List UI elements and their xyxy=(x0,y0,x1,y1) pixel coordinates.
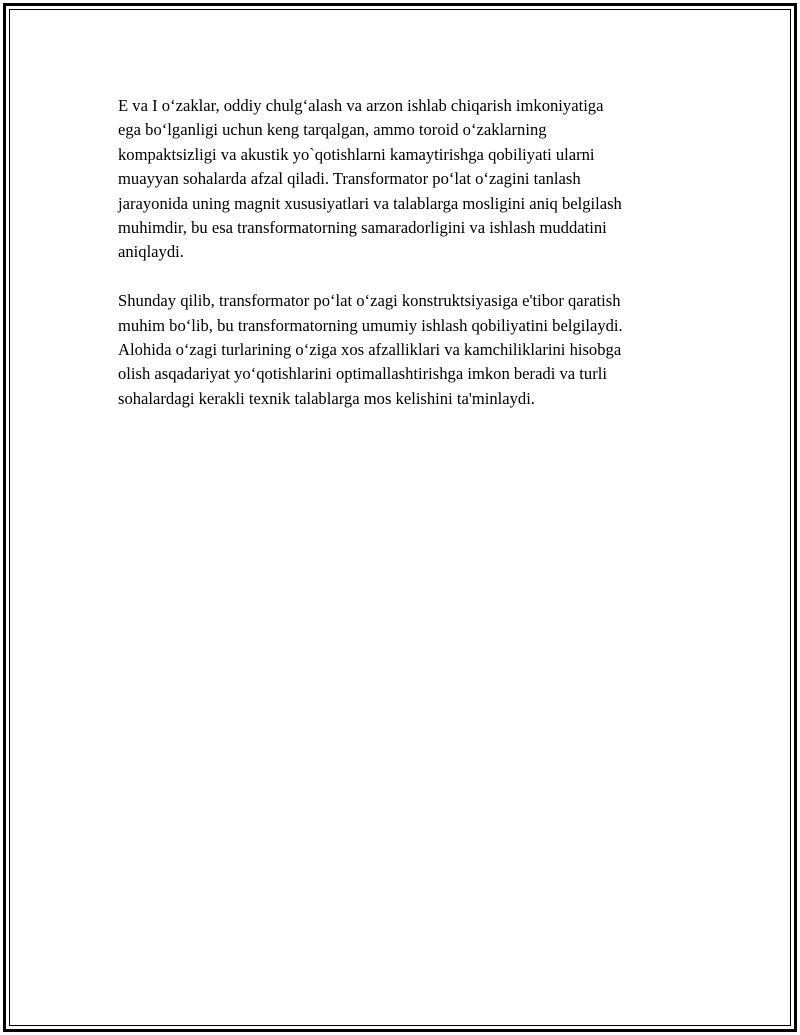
paragraph-line: jarayonida uning magnit xususiyatlari va talablarga mosligini aniq belgilash xyxy=(118,193,622,213)
paragraph-2 xyxy=(118,289,688,411)
paragraph-line: Shunday qilib, transformator po‘lat o‘zagi konstruktsiyasiga e'tibor qaratish xyxy=(118,291,621,311)
paragraph-line: muhimdir, bu esa transformatorning samaradorligini va ishlash muddatini xyxy=(118,218,607,238)
paragraph-line: Alohida o‘zagi turlarining o‘ziga xos afzalliklari va kamchiliklarini hisobga xyxy=(118,340,622,360)
paragraph-line: muayyan sohalarda afzal qiladi. Transformator po‘lat o‘zagini tanlash xyxy=(118,169,581,189)
paragraph-line: muhim bo‘lib, bu transformatorning umumiy ishlash qobiliyatini belgilaydi. xyxy=(118,315,623,335)
paragraph-line: E va I o‘zaklar, oddiy chulg‘alash va arzon ishlab chiqarish imkoniyatiga xyxy=(118,96,604,115)
paragraph-line: ega bo‘lganligi uchun keng tarqalgan, ammo toroid o‘zaklarning xyxy=(118,120,547,140)
paragraph-1 xyxy=(118,94,688,265)
paragraph-line: aniqlaydi. xyxy=(118,242,184,262)
paragraph-line: sohalardagi kerakli texnik talablarga mos kelishini ta'minlaydi. xyxy=(118,388,535,408)
document-body xyxy=(118,94,688,436)
paragraph-line: olish asqadariyat yo‘qotishlarini optimallashtirishga imkon beradi va turli xyxy=(118,364,607,384)
paragraph-line: kompaktsizligi va akustik yo`qotishlarni kamaytirishga qobiliyati ularni xyxy=(118,144,595,164)
